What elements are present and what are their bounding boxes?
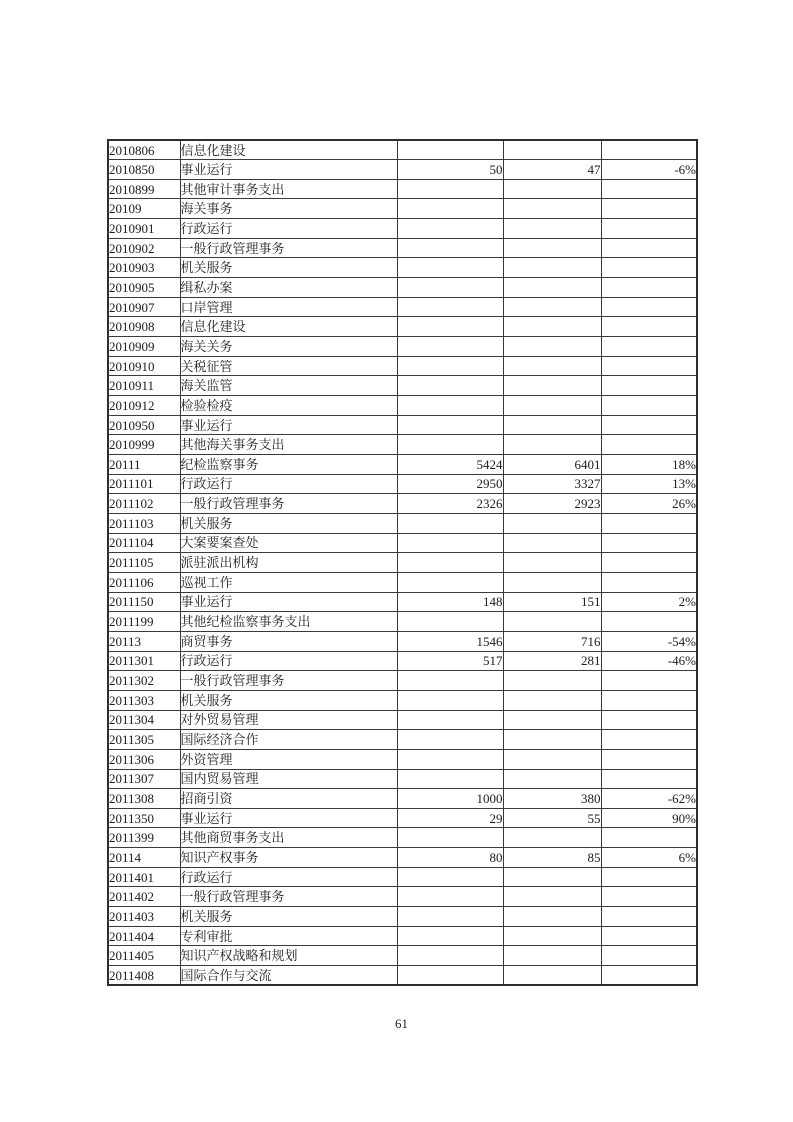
table-row (108, 297, 697, 317)
name-cell: 知识产权事务 (180, 848, 397, 868)
value1-cell (397, 415, 503, 435)
table-row (108, 946, 697, 966)
pct-cell (601, 356, 697, 376)
value1-cell (397, 238, 503, 258)
pct-cell (601, 926, 697, 946)
code-cell: 2011104 (108, 533, 180, 553)
value1-cell (397, 278, 503, 298)
name-cell: 信息化建设 (180, 140, 397, 160)
pct-cell (601, 769, 697, 789)
pct-cell (601, 219, 697, 239)
value2-cell: 85 (503, 848, 601, 868)
name-cell: 行政运行 (180, 651, 397, 671)
name-cell: 巡视工作 (180, 572, 397, 592)
code-cell: 2011405 (108, 946, 180, 966)
table-row (108, 455, 697, 475)
code-cell: 20111 (108, 455, 180, 475)
pct-cell (601, 376, 697, 396)
table-row (108, 435, 697, 455)
pct-cell: -46% (601, 651, 697, 671)
code-cell: 2011102 (108, 494, 180, 514)
code-cell: 2010909 (108, 337, 180, 357)
pct-cell (601, 907, 697, 927)
value2-cell (503, 219, 601, 239)
name-cell: 其他审计事务支出 (180, 179, 397, 199)
value1-cell (397, 769, 503, 789)
table-row (108, 415, 697, 435)
value2-cell (503, 533, 601, 553)
value2-cell (503, 140, 601, 160)
name-cell: 事业运行 (180, 415, 397, 435)
value1-cell (397, 671, 503, 691)
pct-cell (601, 533, 697, 553)
table-row (108, 730, 697, 750)
value1-cell (397, 907, 503, 927)
table-row (108, 376, 697, 396)
code-cell: 2011305 (108, 730, 180, 750)
name-cell: 一般行政管理事务 (180, 887, 397, 907)
value1-cell (397, 730, 503, 750)
name-cell: 其他海关事务支出 (180, 435, 397, 455)
name-cell: 商贸事务 (180, 631, 397, 651)
name-cell: 一般行政管理事务 (180, 494, 397, 514)
name-cell: 大案要案查处 (180, 533, 397, 553)
value1-cell (397, 376, 503, 396)
value2-cell (503, 671, 601, 691)
value1-cell: 5424 (397, 455, 503, 475)
name-cell: 国际合作与交流 (180, 966, 397, 986)
pct-cell (601, 435, 697, 455)
value2-cell (503, 278, 601, 298)
value2-cell: 3327 (503, 474, 601, 494)
pct-cell (601, 199, 697, 219)
code-cell: 2011399 (108, 828, 180, 848)
value1-cell (397, 356, 503, 376)
code-cell: 2010902 (108, 238, 180, 258)
table-row (108, 848, 697, 868)
table-row (108, 278, 697, 298)
value1-cell (397, 966, 503, 986)
pct-cell (601, 396, 697, 416)
value2-cell (503, 710, 601, 730)
table-row (108, 199, 697, 219)
name-cell: 行政运行 (180, 219, 397, 239)
code-cell: 2011401 (108, 867, 180, 887)
pct-cell (601, 828, 697, 848)
name-cell: 海关事务 (180, 199, 397, 219)
name-cell: 检验检疫 (180, 396, 397, 416)
code-cell: 2011199 (108, 612, 180, 632)
value1-cell (397, 946, 503, 966)
value2-cell (503, 258, 601, 278)
code-cell: 2011402 (108, 887, 180, 907)
name-cell: 信息化建设 (180, 317, 397, 337)
value1-cell (397, 749, 503, 769)
value2-cell: 47 (503, 160, 601, 180)
value1-cell: 517 (397, 651, 503, 671)
code-cell: 2010899 (108, 179, 180, 199)
code-cell: 2011306 (108, 749, 180, 769)
table-row (108, 337, 697, 357)
table-row (108, 474, 697, 494)
code-cell: 2011105 (108, 553, 180, 573)
value2-cell (503, 435, 601, 455)
pct-cell (601, 572, 697, 592)
code-cell: 2011307 (108, 769, 180, 789)
pct-cell (601, 513, 697, 533)
table-row (108, 926, 697, 946)
code-cell: 2011101 (108, 474, 180, 494)
table-row (108, 219, 697, 239)
name-cell: 其他商贸事务支出 (180, 828, 397, 848)
pct-cell (601, 278, 697, 298)
pct-cell: -62% (601, 789, 697, 809)
value1-cell: 2950 (397, 474, 503, 494)
pct-cell (601, 553, 697, 573)
name-cell: 知识产权战略和规划 (180, 946, 397, 966)
value2-cell: 281 (503, 651, 601, 671)
name-cell: 派驻派出机构 (180, 553, 397, 573)
value1-cell (397, 435, 503, 455)
value2-cell (503, 946, 601, 966)
pct-cell (601, 867, 697, 887)
code-cell: 2011302 (108, 671, 180, 691)
value1-cell (397, 867, 503, 887)
name-cell: 行政运行 (180, 867, 397, 887)
table-row (108, 258, 697, 278)
table-row (108, 808, 697, 828)
value1-cell (397, 337, 503, 357)
value1-cell: 29 (397, 808, 503, 828)
value1-cell (397, 258, 503, 278)
pct-cell: 18% (601, 455, 697, 475)
name-cell: 海关监管 (180, 376, 397, 396)
code-cell: 2010950 (108, 415, 180, 435)
pct-cell (601, 337, 697, 357)
value1-cell (397, 553, 503, 573)
name-cell: 机关服务 (180, 258, 397, 278)
name-cell: 专利审批 (180, 926, 397, 946)
table-row (108, 179, 697, 199)
code-cell: 2011403 (108, 907, 180, 927)
value2-cell (503, 553, 601, 573)
value2-cell: 151 (503, 592, 601, 612)
value1-cell: 2326 (397, 494, 503, 514)
table-row (108, 238, 697, 258)
code-cell: 2011103 (108, 513, 180, 533)
name-cell: 机关服务 (180, 513, 397, 533)
code-cell: 2011301 (108, 651, 180, 671)
table-row (108, 572, 697, 592)
table-row (108, 966, 697, 986)
code-cell: 2011106 (108, 572, 180, 592)
pct-cell: -6% (601, 160, 697, 180)
table-row (108, 513, 697, 533)
value2-cell (503, 376, 601, 396)
pct-cell: 2% (601, 592, 697, 612)
pct-cell: 6% (601, 848, 697, 868)
code-cell: 2010910 (108, 356, 180, 376)
table-row (108, 592, 697, 612)
code-cell: 2011150 (108, 592, 180, 612)
value2-cell (503, 317, 601, 337)
name-cell: 外资管理 (180, 749, 397, 769)
value2-cell (503, 415, 601, 435)
value2-cell: 6401 (503, 455, 601, 475)
code-cell: 2011304 (108, 710, 180, 730)
value2-cell (503, 356, 601, 376)
value2-cell: 716 (503, 631, 601, 651)
name-cell: 事业运行 (180, 808, 397, 828)
table-row (108, 553, 697, 573)
name-cell: 机关服务 (180, 690, 397, 710)
pct-cell (601, 317, 697, 337)
table-row (108, 140, 697, 160)
table-row (108, 749, 697, 769)
name-cell: 缉私办案 (180, 278, 397, 298)
value1-cell (397, 690, 503, 710)
table-row (108, 612, 697, 632)
pct-cell (601, 887, 697, 907)
table-row (108, 769, 697, 789)
name-cell: 机关服务 (180, 907, 397, 927)
code-cell: 2010850 (108, 160, 180, 180)
value2-cell (503, 907, 601, 927)
pct-cell (601, 415, 697, 435)
pct-cell (601, 730, 697, 750)
value1-cell (397, 513, 503, 533)
value2-cell (503, 867, 601, 887)
table-row (108, 671, 697, 691)
table-row (108, 828, 697, 848)
table-row (108, 160, 697, 180)
value1-cell (397, 572, 503, 592)
name-cell: 国际经济合作 (180, 730, 397, 750)
pct-cell (601, 612, 697, 632)
code-cell: 2010901 (108, 219, 180, 239)
name-cell: 招商引资 (180, 789, 397, 809)
code-cell: 2010903 (108, 258, 180, 278)
value1-cell (397, 828, 503, 848)
name-cell: 海关关务 (180, 337, 397, 357)
value2-cell (503, 396, 601, 416)
value1-cell (397, 396, 503, 416)
page-number: 61 (395, 1016, 408, 1031)
value1-cell (397, 199, 503, 219)
value1-cell (397, 140, 503, 160)
name-cell: 口岸管理 (180, 297, 397, 317)
value1-cell (397, 179, 503, 199)
table-row (108, 867, 697, 887)
name-cell: 行政运行 (180, 474, 397, 494)
table-row (108, 690, 697, 710)
table-row (108, 631, 697, 651)
budget-table-body (108, 140, 697, 985)
name-cell: 国内贸易管理 (180, 769, 397, 789)
code-cell: 2011308 (108, 789, 180, 809)
code-cell: 20113 (108, 631, 180, 651)
value1-cell: 50 (397, 160, 503, 180)
value2-cell: 55 (503, 808, 601, 828)
table-row (108, 710, 697, 730)
value1-cell (397, 317, 503, 337)
table-row (108, 356, 697, 376)
table-row (108, 317, 697, 337)
code-cell: 20114 (108, 848, 180, 868)
name-cell: 关税征管 (180, 356, 397, 376)
name-cell: 对外贸易管理 (180, 710, 397, 730)
value2-cell: 380 (503, 789, 601, 809)
table-row (108, 789, 697, 809)
code-cell: 20109 (108, 199, 180, 219)
value2-cell (503, 297, 601, 317)
code-cell: 2011408 (108, 966, 180, 986)
value2-cell (503, 749, 601, 769)
value2-cell (503, 199, 601, 219)
table-row (108, 533, 697, 553)
pct-cell (601, 297, 697, 317)
value2-cell (503, 966, 601, 986)
name-cell: 纪检监察事务 (180, 455, 397, 475)
pct-cell (601, 179, 697, 199)
value2-cell (503, 887, 601, 907)
code-cell: 2010911 (108, 376, 180, 396)
value1-cell: 148 (397, 592, 503, 612)
table-row (108, 907, 697, 927)
value2-cell (503, 828, 601, 848)
value2-cell: 2923 (503, 494, 601, 514)
value1-cell: 80 (397, 848, 503, 868)
code-cell: 2010908 (108, 317, 180, 337)
table-row (108, 494, 697, 514)
value2-cell (503, 730, 601, 750)
value1-cell: 1546 (397, 631, 503, 651)
value2-cell (503, 513, 601, 533)
code-cell: 2011303 (108, 690, 180, 710)
pct-cell (601, 946, 697, 966)
value2-cell (503, 769, 601, 789)
value1-cell (397, 887, 503, 907)
pct-cell: 90% (601, 808, 697, 828)
name-cell: 其他纪检监察事务支出 (180, 612, 397, 632)
code-cell: 2011350 (108, 808, 180, 828)
name-cell: 一般行政管理事务 (180, 671, 397, 691)
pct-cell (601, 258, 697, 278)
value1-cell (397, 219, 503, 239)
code-cell: 2010912 (108, 396, 180, 416)
value1-cell (397, 926, 503, 946)
value2-cell (503, 690, 601, 710)
value2-cell (503, 612, 601, 632)
value2-cell (503, 926, 601, 946)
pct-cell: 26% (601, 494, 697, 514)
value2-cell (503, 179, 601, 199)
pct-cell: -54% (601, 631, 697, 651)
value2-cell (503, 337, 601, 357)
pct-cell (601, 710, 697, 730)
name-cell: 事业运行 (180, 160, 397, 180)
code-cell: 2010907 (108, 297, 180, 317)
value1-cell (397, 612, 503, 632)
code-cell: 2011404 (108, 926, 180, 946)
pct-cell (601, 749, 697, 769)
value1-cell (397, 297, 503, 317)
value1-cell (397, 533, 503, 553)
budget-table (107, 139, 698, 986)
code-cell: 2010905 (108, 278, 180, 298)
table-row (108, 651, 697, 671)
value1-cell (397, 710, 503, 730)
pct-cell (601, 671, 697, 691)
value2-cell (503, 238, 601, 258)
pct-cell (601, 966, 697, 986)
value2-cell (503, 572, 601, 592)
code-cell: 2010999 (108, 435, 180, 455)
pct-cell (601, 238, 697, 258)
name-cell: 一般行政管理事务 (180, 238, 397, 258)
pct-cell: 13% (601, 474, 697, 494)
table-row (108, 396, 697, 416)
table-row (108, 887, 697, 907)
pct-cell (601, 140, 697, 160)
pct-cell (601, 690, 697, 710)
value1-cell: 1000 (397, 789, 503, 809)
code-cell: 2010806 (108, 140, 180, 160)
name-cell: 事业运行 (180, 592, 397, 612)
